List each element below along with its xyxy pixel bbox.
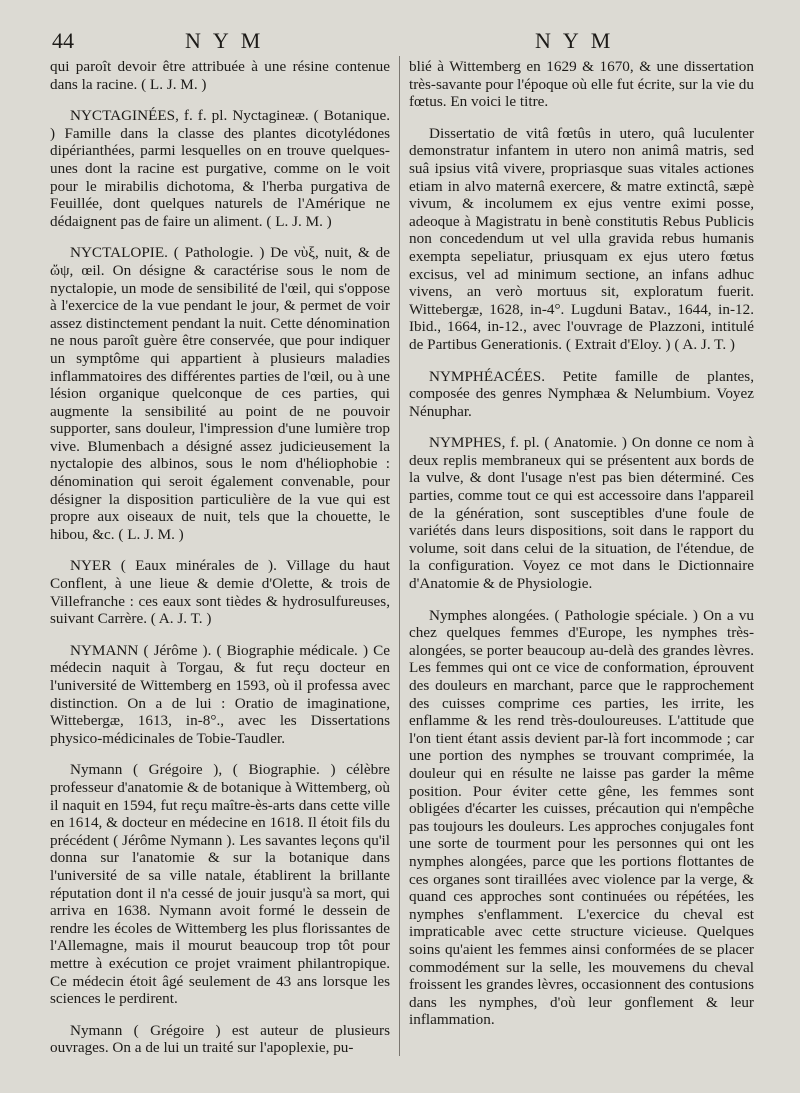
running-header — [0, 28, 800, 56]
entry-continuation: blié à Wittemberg en 1629 & 1670, & une dissertation très-savante pour l'époque où elle fut écrite, sur la vie du fœtus. En voici le titre. — [409, 58, 754, 111]
entry-continuation: qui paroît devoir être attribuée à une résine contenue dans la racine. ( L. J. M. ) — [50, 58, 390, 93]
column-divider — [399, 56, 400, 1056]
left-column — [50, 58, 390, 1057]
right-column — [409, 58, 754, 1029]
entry-nyctalopie: NYCTALOPIE. ( Pathologie. ) De νὺξ, nuit, & de ὤψ, œil. On désigne & caractérise sous le nom de nyctalopie, un mode de sensibilité de l'œil, qui s'oppose à l'exercice de la vue pendant le jour, & permet de voir assez distinctement pendant la nuit. Cette dénomination ne nous paroît guère être conservée, que pour indiquer un symptôme qui appartient à plusieurs maladies inflammatoires des différentes parties de l'œil, ou à une lésion organique quelconque de ces parties, qui augmente la sensibilité au point de ne pouvoir supporter, sans douleur, l'impression d'une lumière trop vive. Blumenbach a désigné assez judicieusement la nyctalopie des albinos, sous le nom d'héliophobie : dénomination qui seroit également convenable, pour désigner la disposition particulière de la vue qui est propre aux oiseaux de nuit, tels que la chouette, le hibou, &c. ( L. J. M. ) — [50, 244, 390, 543]
entry-nympheacees: NYMPHÉACÉES. Petite famille de plantes, composée des genres Nymphæa & Nelumbium. Voyez Nénuphar. — [409, 367, 754, 420]
entry-nymann-gregoire-works: Nymann ( Grégoire ) est auteur de plusieurs ouvrages. On a de lui un traité sur l'apoplexie, pu- — [50, 1021, 390, 1057]
header-right-title: NYM — [535, 28, 623, 53]
entry-nymphes: NYMPHES, f. pl. ( Anatomie. ) On donne ce nom à deux replis membraneux qui se présentent aux bords de la vulve, & dont l'usage n'est pas bien déterminé. Ces parties, comme tout ce qui est accessoire dans l'appareil de la génération, sont susceptibles d'une foule de variétés dans leurs dispositions, soit dans le rapport du volume, soit dans celui de la situation, de l'étendue, de la configuration. Voyez ce mot dans le Dictionnaire d'Anatomie & de Physiologie. — [409, 434, 754, 593]
entry-nymphes-alongees: Nymphes alongées. ( Pathologie spéciale. ) On a vu chez quelques femmes d'Europe, les nymphes très-alongées, se porter beaucoup au-delà des grandes lèvres. Les femmes qui ont ce vice de conformation, éprouvent des douleurs en marchant, parce que le rapprochement des cuisses comprime ces parties, les irrite, les enflamme & les rend très-douloureuses. L'attitude que l'on tient étant assis devient par-là fort incommode ; car une portion des nymphes se trouvant comprimée, la douleur qui en résulte ne laisse pas garder la même position. Pour éviter cette gêne, les femmes sont obligées d'écarter les cuisses, précaution qui n'empêche pas toujours les douleurs. Les approches conjugales font une sorte de tourment pour les personnes qui ont les nymphes alongées, parce que les portions flottantes de ces organes sont tiraillées avec violence par la verge, & quand ces approches sont continuées ou répétées, les nymphes s'enflamment. L'exercice du cheval est impraticable avec cette structure vicieuse. Quelques soins qu'aient les femmes ainsi conformées de se placer commodément sur la selle, les mouvemens du cheval froissent les grandes lèvres, occasionnent des contusions dans les nymphes, d'où leur gonflement & leur inflammation. — [409, 606, 754, 1029]
entry-nyer: NYER ( Eaux minérales de ). Village du haut Conflent, à une lieue & demie d'Olette, & trois de Villefranche : ces eaux sont tièdes & hydrosulfureuses, suivant Carrère. ( A. J. T. ) — [50, 557, 390, 628]
header-left-title: NYM — [185, 28, 273, 53]
entry-nymann-jerome: NYMANN ( Jérôme ). ( Biographie médicale. ) Ce médecin naquit à Torgau, & fut reçu docteur en l'université de Wittemberg en 1593, où il professa avec distinction. On a de lui : Oratio de imaginatione, Wittebergæ, 1613, in-8°., avec les Dissertations physico-médicinales de Tobie-Taudler. — [50, 641, 390, 747]
entry-nymann-gregoire: Nymann ( Grégoire ), ( Biographie. ) célèbre professeur d'anatomie & de botanique à Wittemberg, où il naquit en 1594, fut reçu maître-ès-arts dans cette ville en 1614, & docteur en médecine en 1618. Il étoit fils du précédent ( Jérôme Nymann ). Les savantes leçons qu'il donna sur l'anatomie & sur la botanique dans l'université de sa ville natale, établirent la brillante réputation dont il n'a cessé de jouir jusqu'à sa mort, qui arriva en 1638. Nymann avoit formé le dessein de rendre les écoles de Wittemberg les plus florissantes de l'Allemagne, mais il mourut beaucoup trop tôt pour mettre à exécution ce projet vraiment philantropique. Ce médecin étoit âgé seulement de 43 ans lorsque les sciences le perdirent. — [50, 761, 390, 1008]
dissertation-title: Dissertatio de vitâ fœtûs in utero, quâ luculenter demonstratur infantem in utero non animâ matris, sed suâ ipsius vitâ vivere, propriasque suas vitales actiones etiam in alvo maternâ exercere, & matre extinctâ, sæpè vivum, & incolumem ex ejus ventre eximi posse, adeoque à Magistratu in benè constitutis Rebus Publicis non concedendum ut vel ulla gravida rebus humanis exempta sepeliatur, priusquam ex ejus utero fœtus excisus, vel ad minimum sectione, an infans adhuc vivens, an verò mortuus sit, exploratum fuerit. Wittebergæ, 1628, in-4°. Lugduni Batav., 1644, in-12. Ibid., 1664, in-12., avec l'ouvrage de Plazzoni, intitulé de Partibus Generationis. ( Extrait d'Eloy. ) ( A. J. T. ) — [409, 124, 754, 353]
entry-nyctaginees: NYCTAGINÉES, f. f. pl. Nyctagineæ. ( Botanique. ) Famille dans la classe des plantes dicotylédones dipérianthées, parmi lesquelles on en trouve quelques-unes dont la racine est purgative, comme on le voit pour le mirabilis dichotoma, & l'herba purgativa de Feuillée, dont quelques naturels de l'Amérique ne dédaignent pas de faire un aliment. ( L. J. M. ) — [50, 107, 390, 230]
page-number: 44 — [52, 28, 74, 53]
